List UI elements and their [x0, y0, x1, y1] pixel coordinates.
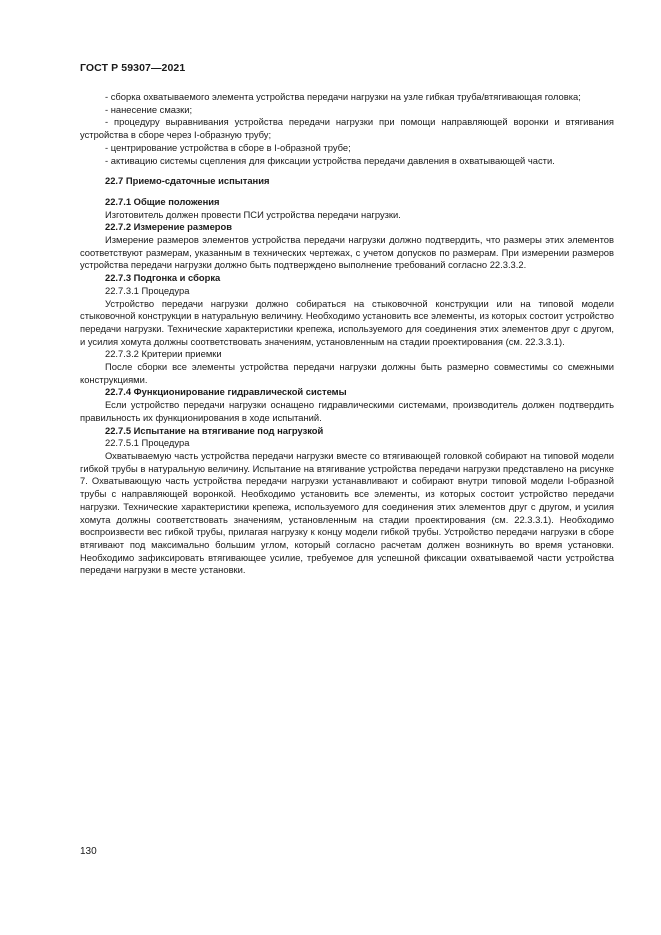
- clause-heading: 22.7.3.1 Процедура: [105, 284, 190, 296]
- document-header: ГОСТ Р 59307—2021: [80, 62, 186, 74]
- list-item: - центрирование устройства в сборе в I-образной трубе;: [105, 141, 351, 153]
- clause-heading: 22.7.5.1 Процедура: [105, 437, 190, 449]
- clause-heading: 22.7.3.2 Критерии приемки: [105, 348, 222, 360]
- body-paragraph: После сборки все элементы устройства передачи нагрузки должны быть размерно совместимы со смежными конструкциями.: [80, 361, 614, 385]
- subsection-heading: 22.7.4 Функционирование гидравлической системы: [105, 386, 347, 398]
- subsection-heading: 22.7.1 Общие положения: [105, 195, 220, 207]
- body-paragraph: Измерение размеров элементов устройства передачи нагрузки должно подтвердить, что размеры этих элементов соответствуют размерам, указанным в технических чертежах, с учетом допусков по размерам. При измерении размеров устройства передачи нагрузки должно быть подтверждено выполнение требований согласно 22.3.3.2.: [80, 234, 614, 271]
- body-paragraph: Охватываемую часть устройства передачи нагрузки вместе со втягивающей головкой собирают на типовой модели гибкой трубы в натуральную величину. Испытание на втягивание устройства передачи нагрузки представлено на рисунке 7. Охватывающую часть устройства передачи нагрузки устанавливают и собирают внутри типовой модели I-образной трубы с направляющей воронкой. Необходимо установить все элементы, из которых состоит устройство передачи нагрузки. Технические характеристики крепежа, используемого для соединения этих элементов друг с другом, и усилия хомута должны соответствовать значениям, установленным на стадии проектирования (см. 22.3.3.1). Необходимо воспроизвести вес гибкой трубы, прилагая нагрузку к концу модели гибкой трубы. Устройство передачи нагрузки в сборе втягивают под максимально большим углом, который согласно расчетам должен возникнуть во время установки. Необходимо зафиксировать втягивающее усилие, требуемое для успешной фиксации охватываемой части устройства передачи нагрузки в месте установки.: [80, 449, 614, 576]
- subsection-heading: 22.7.2 Измерение размеров: [105, 221, 233, 233]
- list-item: - процедуру выравнивания устройства передачи нагрузки при помощи направляющей воронки и втягивания устройства в сборе через I-образную трубу;: [80, 116, 614, 141]
- subsection-heading: 22.7.3 Подгонка и сборка: [105, 272, 221, 284]
- list-item: - активацию системы сцепления для фиксации устройства передачи давления в охватывающей части.: [105, 154, 555, 166]
- list-item: - сборка охватываемого элемента устройства передачи нагрузки на узле гибкая труба/втягивающая головка;: [105, 91, 581, 102]
- list-item: - нанесение смазки;: [105, 103, 193, 115]
- body-paragraph: Если устройство передачи нагрузки оснащено гидравлическими системами, производитель должен подтвердить правильность их функционирования в ходе испытаний.: [80, 399, 614, 423]
- body-paragraph: Изготовитель должен провести ПСИ устройства передачи нагрузки.: [105, 208, 401, 220]
- subsection-heading: 22.7.5 Испытание на втягивание под нагрузкой: [105, 424, 324, 436]
- page-number: 130: [80, 846, 97, 857]
- body-paragraph: Устройство передачи нагрузки должно собираться на стыковочной конструкции или на типовой модели стыковочной конструкции в натуральную величину. Необходимо установить все элементы, из которых состоит устройство передачи нагрузки. Технические характеристики крепежа, используемого для соединения этих элементов друг с другом, и усилия хомута должны соответствовать значениям, установленным на стадии проектирования (см. 22.3.3.1).: [80, 297, 614, 347]
- page-body: [80, 91, 614, 577]
- section-heading: 22.7 Приемо-сдаточные испытания: [105, 175, 270, 187]
